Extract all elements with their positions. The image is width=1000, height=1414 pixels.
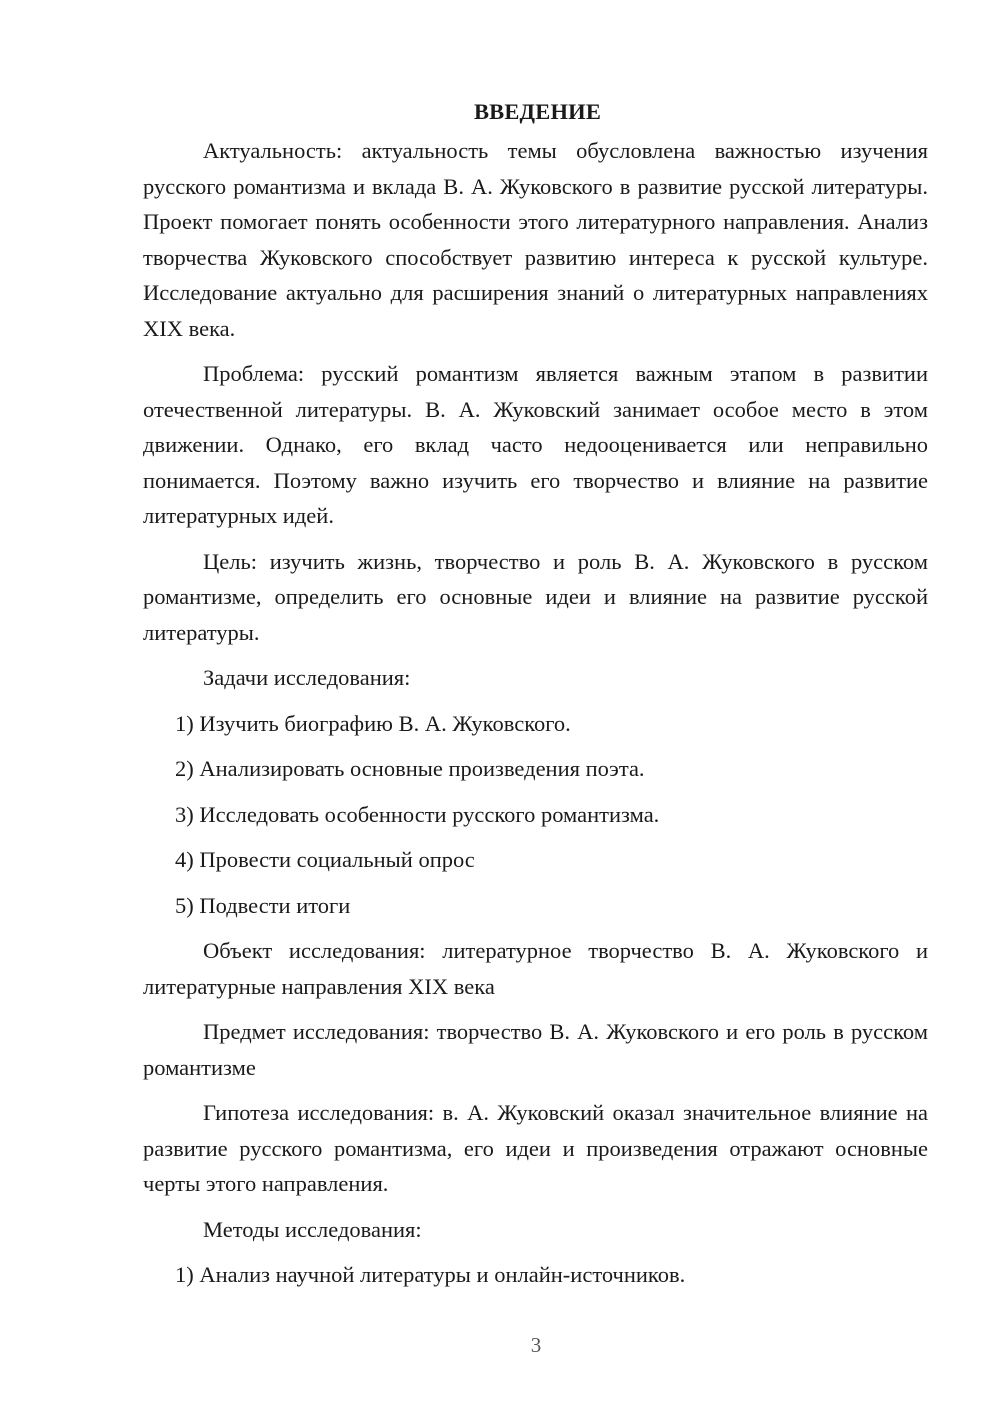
hypothesis-paragraph: Гипотеза исследования: в. А. Жуковский оказал значительное влияние на развитие русского романтизма, его идеи и произведения отражают основные черты этого направления. — [143, 1100, 928, 1196]
problem-paragraph: Проблема: русский романтизм является важным этапом в развитии отечественной литературы. В. А. Жуковский занимает особое место в этом движении. Однако, его вклад часто недооценивается или неправильно понимается. Поэтому важно изучить его творчество и влияние на развитие литературных идей. — [143, 361, 928, 528]
tasks-title: Задачи исследования: — [203, 665, 411, 690]
goal-paragraph: Цель: изучить жизнь, творчество и роль В. А. Жуковского в русском романтизме, определить его основные идеи и влияние на развитие русской литературы. — [143, 548, 928, 645]
page-content — [143, 94, 928, 1303]
method-item-1: 1) Анализ научной литературы и онлайн-источников. — [175, 1262, 686, 1287]
task-item-5: 5) Подвести итоги — [175, 892, 351, 918]
page-number: 3 — [530, 1333, 542, 1357]
task-item-4: 4) Провести социальный опрос — [175, 847, 475, 872]
methods-title: Методы исследования: — [203, 1216, 422, 1242]
task-item-3: 3) Исследовать особенности русского романтизма. — [175, 801, 660, 827]
object-paragraph: Объект исследования: литературное творчество В. А. Жуковского и литературные направления XIX века — [143, 938, 928, 999]
task-item-1: 1) Изучить биографию В. А. Жуковского. — [175, 710, 571, 736]
relevance-paragraph: Актуальность: актуальность темы обусловлена важностью изучения русского романтизма и вклада В. А. Жуковского в развитие русской литературы. Проект помогает понять особенности этого литературного направления. Анализ творчества Жуковского способствует развитию интереса к русской культуре. Исследование актуально для расширения знаний о литературных направлениях XIX века. — [143, 138, 928, 341]
page-heading: ВВЕДЕНИЕ — [473, 99, 602, 124]
task-item-2: 2) Анализировать основные произведения поэта. — [175, 756, 645, 781]
subject-paragraph: Предмет исследования: творчество В. А. Жуковского и его роль в русском романтизме — [143, 1019, 928, 1080]
